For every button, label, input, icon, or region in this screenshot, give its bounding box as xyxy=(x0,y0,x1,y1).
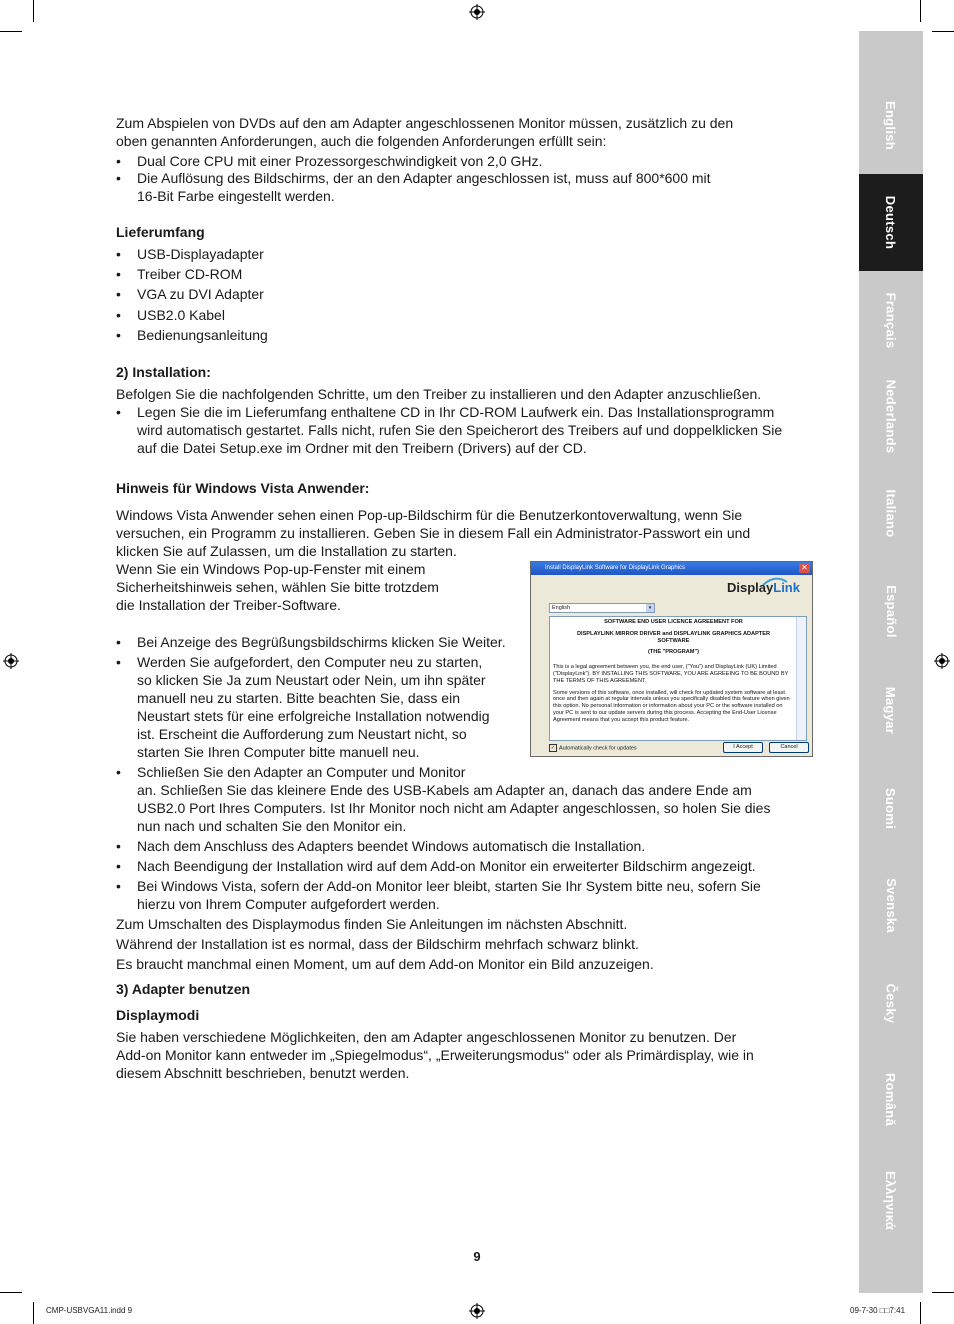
language-tab-english[interactable]: English xyxy=(883,100,899,150)
language-tab-italiano[interactable]: Italiano xyxy=(883,489,899,538)
bullet-dot: • xyxy=(116,654,121,670)
step-line: so klicken Sie Ja zum Neustart oder Nein, um ihn später xyxy=(137,672,486,688)
requirement-item: 16-Bit Farbe eingestellt werden. xyxy=(137,188,335,204)
paragraph-line: Es braucht manchmal einen Moment, um auf dem Add-on Monitor ein Bild anzuzeigen. xyxy=(116,956,654,972)
license-text-box[interactable] xyxy=(549,616,807,741)
chevron-down-icon: ▾ xyxy=(646,604,654,612)
section-heading: Hinweis für Windows Vista Anwender: xyxy=(116,480,370,496)
language-tab-suomi[interactable]: Suomi xyxy=(883,787,899,830)
package-item: VGA zu DVI Adapter xyxy=(137,286,264,302)
displaylink-logo: DisplayLink xyxy=(727,580,800,595)
step-line: Nach Beendigung der Installation wird auf dem Add-on Monitor ein erweiterter Bildschirm angezeigt. xyxy=(137,858,756,874)
language-tab-deutsch[interactable]: Deutsch xyxy=(859,174,923,271)
auto-update-checkbox[interactable]: ✓ Automatically check for updates xyxy=(550,745,637,752)
step-line: hierzu von Ihrem Computer aufgefordert werden. xyxy=(137,896,440,912)
intro-line: Zum Abspielen von DVDs auf den am Adapter angeschlossenen Monitor müssen, zusätzlich zu den xyxy=(116,115,734,131)
paragraph-line: Befolgen Sie die nachfolgenden Schritte, um den Treiber zu installieren und den Adapter anzuschließen. xyxy=(116,386,762,402)
language-sidebar xyxy=(859,31,923,1293)
paragraph-line: Sie haben verschiedene Möglichkeiten, den am Adapter angeschlossenen Monitor zu benutzen. Der xyxy=(116,1029,737,1045)
license-heading: (THE "PROGRAM") xyxy=(648,649,699,656)
step-line: Schließen Sie den Adapter an Computer und Monitor xyxy=(137,764,466,780)
footer-file-info: CMP-USBVGA11.indd 9 xyxy=(46,1306,133,1315)
crop-mark xyxy=(932,1292,954,1293)
language-tab-espanol[interactable]: Español xyxy=(883,584,899,638)
section-heading: Lieferumfang xyxy=(116,224,205,240)
step-line: nun nach und schalten Sie den Monitor ein. xyxy=(137,818,407,834)
footer-timestamp: 09-7-30 □□7:41 xyxy=(850,1306,906,1315)
license-heading: DISPLAYLINK MIRROR DRIVER and DISPLAYLINK GRAPHICS ADAPTER xyxy=(576,630,770,637)
registration-mark-icon xyxy=(469,1303,485,1319)
step-line: starten Sie Ihren Computer bitte manuell neu. xyxy=(137,744,420,760)
step-line: Neustart stets für eine erfolgreiche Installation notwendig xyxy=(137,708,490,724)
bullet-dot: • xyxy=(116,286,121,302)
dialog-title: Install DisplayLink Software for DisplayLink Graphics xyxy=(531,562,812,575)
step-line: Bei Windows Vista, sofern der Add-on Monitor leer bleibt, starten Sie Ihr System bitte neu, sofern Sie xyxy=(137,878,761,894)
step-line: Bei Anzeige des Begrüßungsbildschirms klicken Sie Weiter. xyxy=(137,634,506,650)
crop-mark xyxy=(932,31,954,32)
bullet-dot: • xyxy=(116,858,121,874)
crop-mark xyxy=(920,1302,921,1324)
package-item: USB2.0 Kabel xyxy=(137,307,225,323)
cancel-button[interactable]: Cancel xyxy=(769,742,809,753)
registration-mark-icon xyxy=(3,653,19,669)
requirement-item: Die Auflösung des Bildschirms, der an den Adapter angeschlossen ist, muss auf 800*600 mit xyxy=(137,170,711,186)
install-step-line: wird automatisch gestartet. Falls nicht, rufen Sie den Speicherort des Treibers auf und doppelklicken Sie xyxy=(137,422,783,438)
accept-button[interactable]: I Accept xyxy=(723,742,763,753)
paragraph-line: versuchen, ein Programm zu installieren. Geben Sie in diesem Fall ein Administrator-Passwort ein und xyxy=(116,525,751,541)
checkmark-icon: ✓ xyxy=(550,745,556,751)
license-paragraph: This is a legal agreement between you, the end user, ("You") and DisplayLink (UK) Limited ("DisplayLink"). BY INSTALLING THIS SOFTWARE, YOU ARE AGREEING TO BE BOUND BY THE TERMS OF THIS AGREEMENT. xyxy=(553,664,789,684)
scrollbar[interactable] xyxy=(796,617,806,740)
language-tab-svenska[interactable]: Svenska xyxy=(883,877,899,933)
crop-mark xyxy=(0,31,22,32)
install-step-line: auf die Datei Setup.exe im Ordner mit den Treibern (Drivers) auf der CD. xyxy=(137,440,587,456)
paragraph-line: Windows Vista Anwender sehen einen Pop-up-Bildschirm für die Benutzerkontoverwaltung, wenn Sie xyxy=(116,507,743,523)
crop-mark xyxy=(920,0,921,22)
step-line: USB2.0 Port Ihres Computers. Ist Ihr Monitor noch nicht am Adapter angeschlossen, so holen Sie dies xyxy=(137,800,771,816)
step-line: an. Schließen Sie das kleinere Ende des USB-Kabels am Adapter an, danach das andere Ende am xyxy=(137,782,752,798)
installer-dialog-screenshot xyxy=(530,561,813,757)
license-paragraph: Some versions of this software, once installed, will check for updated system software at least once and then again at regular intervals unless you specifically disabled this feature when given this option. No personal information or information about your PC or the software installed on your PC is sent to our update servers during this process. Accepting the End-User License Agreement means that you accept this product feature. xyxy=(553,689,790,723)
page-number: 9 xyxy=(473,1249,481,1264)
step-line: Werden Sie aufgefordert, den Computer neu zu starten, xyxy=(137,654,483,670)
paragraph-line: Wenn Sie ein Windows Pop-up-Fenster mit einem xyxy=(116,561,426,577)
paragraph-line: Add-on Monitor kann entweder im „Spiegelmodus“, „Erweiterungsmodus“ oder als Primärdisplay, wie in xyxy=(116,1047,754,1063)
registration-mark-icon xyxy=(934,653,950,669)
sub-heading: Displaymodi xyxy=(116,1007,200,1023)
crop-mark xyxy=(33,1302,34,1324)
language-tab-magyar[interactable]: Magyar xyxy=(883,686,899,734)
language-tab-cesky[interactable]: Česky xyxy=(883,983,899,1023)
bullet-dot: • xyxy=(116,327,121,343)
license-heading: SOFTWARE xyxy=(657,637,690,644)
bullet-dot: • xyxy=(116,153,121,169)
language-tab-francais[interactable]: Français xyxy=(883,292,899,348)
paragraph-line: die Installation der Treiber-Software. xyxy=(116,597,341,613)
registration-mark-icon xyxy=(469,4,485,20)
bullet-dot: • xyxy=(116,246,121,262)
step-line: manuell neu zu starten. Bitte beachten Sie, dass ein xyxy=(137,690,460,706)
bullet-dot: • xyxy=(116,170,121,186)
license-heading: SOFTWARE END USER LICENCE AGREEMENT FOR xyxy=(604,619,743,625)
bullet-dot: • xyxy=(116,307,121,323)
bullet-dot: • xyxy=(116,404,121,420)
package-item: Bedienungsanleitung xyxy=(137,327,268,343)
close-icon[interactable]: ✕ xyxy=(799,563,810,573)
paragraph-line: Sicherheitshinweis sehen, wählen Sie bitte trotzdem xyxy=(116,579,439,595)
bullet-dot: • xyxy=(116,878,121,894)
bullet-dot: • xyxy=(116,634,121,650)
crop-mark xyxy=(0,1292,22,1293)
step-line: ist. Erscheint die Aufforderung zum Neustart nicht, so xyxy=(137,726,467,742)
bullet-dot: • xyxy=(116,266,121,282)
package-item: USB-Displayadapter xyxy=(137,246,264,262)
language-tab-greek[interactable]: Ελληνικά xyxy=(883,1170,899,1230)
paragraph-line: Zum Umschalten des Displaymodus finden Sie Anleitungen im nächsten Abschnitt. xyxy=(116,916,628,932)
section-heading: 3) Adapter benutzen xyxy=(116,981,251,997)
paragraph-line: diesem Abschnitt beschrieben, benutzt werden. xyxy=(116,1065,410,1081)
language-tab-nederlands[interactable]: Nederlands xyxy=(883,379,899,453)
language-tab-romana[interactable]: Română xyxy=(883,1072,899,1126)
step-line: Nach dem Anschluss des Adapters beendet Windows automatisch die Installation. xyxy=(137,838,646,854)
bullet-dot: • xyxy=(116,838,121,854)
language-select[interactable]: English ▾ xyxy=(549,603,655,613)
section-heading: 2) Installation: xyxy=(116,364,211,380)
package-item: Treiber CD-ROM xyxy=(137,266,243,282)
bullet-dot: • xyxy=(116,764,121,780)
crop-mark xyxy=(33,0,34,22)
paragraph-line: Während der Installation ist es normal, dass der Bildschirm mehrfach schwarz blinkt. xyxy=(116,936,639,952)
intro-line: oben genannten Anforderungen, auch die folgenden Anforderungen erfüllt sein: xyxy=(116,133,607,149)
requirement-item: Dual Core CPU mit einer Prozessorgeschwindigkeit von 2,0 GHz. xyxy=(137,153,543,169)
paragraph-line: klicken Sie auf Zulassen, um die Installation zu starten. xyxy=(116,543,457,559)
install-step-line: Legen Sie die im Lieferumfang enthaltene CD in Ihr CD-ROM Laufwerk ein. Das Installationsprogramm xyxy=(137,404,775,420)
